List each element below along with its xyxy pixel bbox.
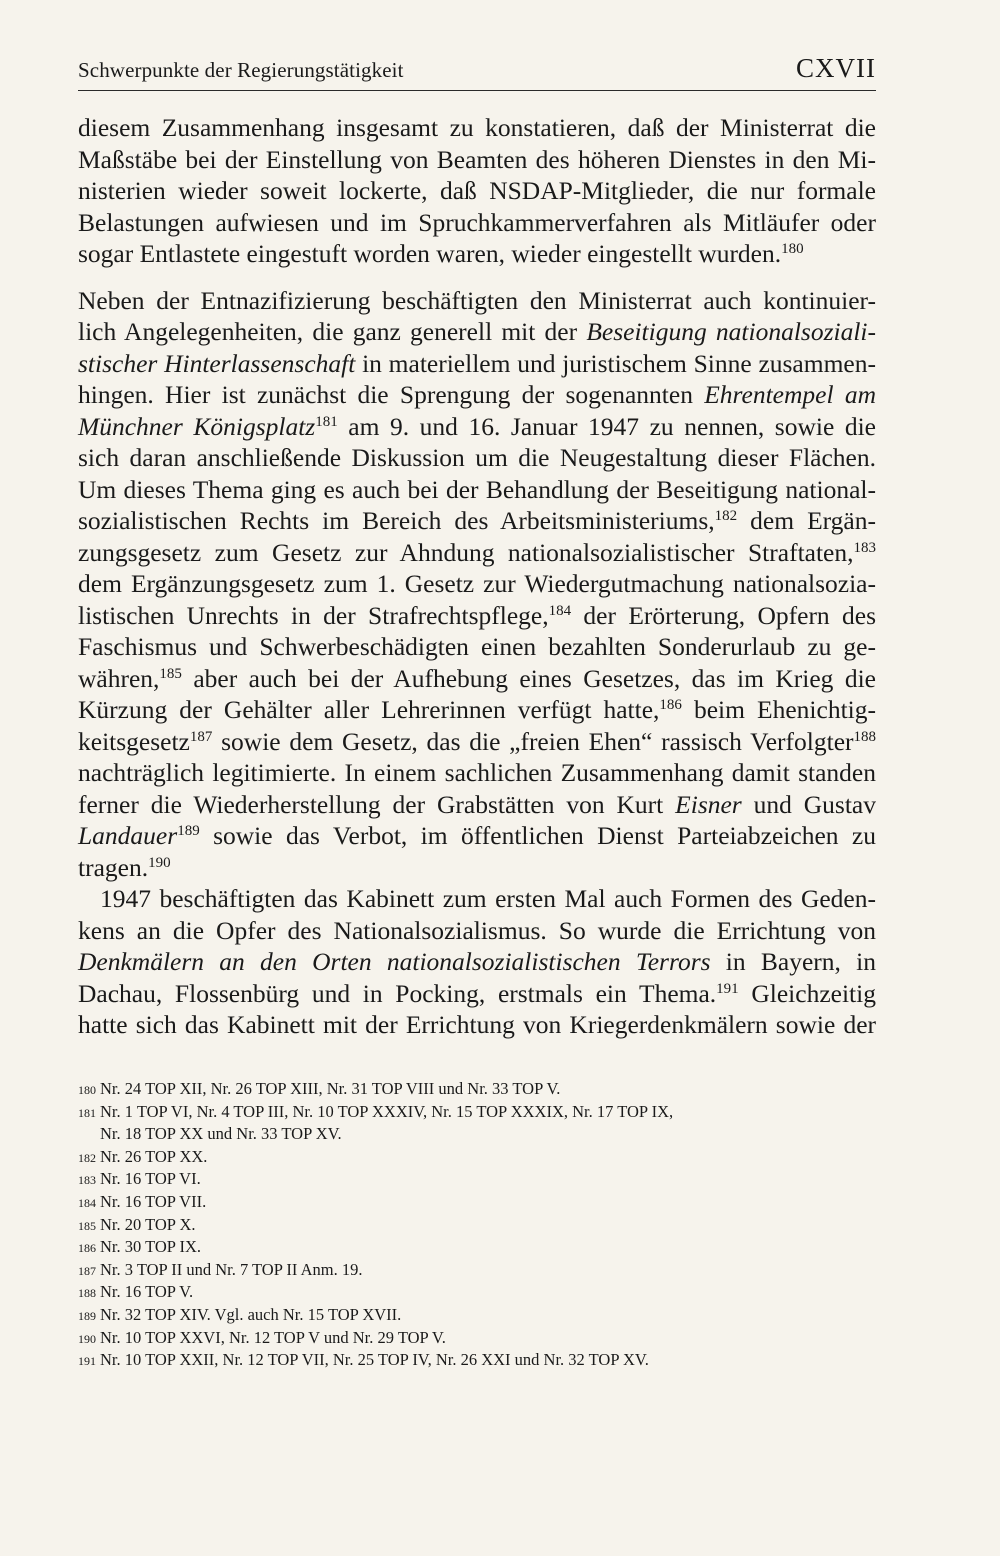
footnote-ref: 187 xyxy=(189,728,213,745)
text-line: hatte sich das Kabinett mit der Errichtung von Kriegerdenkmälern sowie der xyxy=(78,1010,876,1039)
footnote-text: Nr. 3 TOP II und Nr. 7 TOP II Anm. 19. xyxy=(100,1259,363,1279)
footnote-number: 189 xyxy=(78,1308,96,1323)
footnote-text: Nr. 24 TOP XII, Nr. 26 TOP XIII, Nr. 31 TOP VIII und Nr. 33 TOP V. xyxy=(100,1079,561,1098)
footnote-number: 185 xyxy=(78,1218,96,1233)
paragraph-3 xyxy=(78,883,876,1041)
footnote-ref: 182 xyxy=(714,508,738,524)
footnote-text: Nr. 10 TOP XXII, Nr. 12 TOP VII, Nr. 25 TOP IV, Nr. 26 XXI und Nr. 32 TOP XV. xyxy=(100,1350,649,1370)
text-line: sozialistischen Rechts im Bereich des Arbeitsministeriums,$^{182}$ dem Ergän- xyxy=(78,506,876,535)
text-line: dem Ergänzungsgesetz zum 1. Gesetz zur Wiedergutmachung nationalsozia- xyxy=(78,569,876,598)
text-line: nachträglich legitimierte. In einem sachlichen Zusammenhang damit standen xyxy=(78,758,876,787)
footnote-number: 191 xyxy=(78,1354,96,1369)
running-title: Schwerpunkte der Regierungstätigkeit xyxy=(78,58,404,82)
footnote-number: 190 xyxy=(78,1331,96,1346)
footnote-text: Nr. 10 TOP XXVI, Nr. 12 TOP V und Nr. 29 TOP V. xyxy=(100,1327,446,1347)
text-line: Um dieses Thema ging es auch bei der Behandlung der Beseitigung national- xyxy=(78,474,876,504)
text-line: Belastungen aufwiesen und im Spruchkammerverfahren als Mitläufer oder xyxy=(78,207,876,237)
text-line: Dachau, Flossenbürg und in Pocking, erstmals ein Thema.$^{191}$ Gleichzeitig xyxy=(78,978,876,1008)
text-line: Maßstäbe bei der Einstellung von Beamten des höheren Dienstes in den Mi- xyxy=(78,144,876,174)
text-line: Landauer$^{189}$ sowie das Verbot, im öffentlichen Dienst Parteiabzeichen zu xyxy=(78,821,876,850)
footnote-number: 182 xyxy=(78,1150,96,1165)
footnote xyxy=(78,1236,898,1259)
footnote xyxy=(78,1259,898,1282)
text-line: Denkmälern an den Orten nationalsozialistischen Terrors in Bayern, in xyxy=(78,947,876,976)
text-line: hingen. Hier ist zunächst die Sprengung der sogenannten Ehrentempel am xyxy=(78,380,876,409)
text-line: 1947 beschäftigten das Kabinett zum ersten Mal auch Formen des Geden- xyxy=(100,884,876,913)
text-line: sich daran anschließende Diskussion um die Neugestaltung dieser Flächen. xyxy=(78,443,876,472)
footnote-ref: 189 xyxy=(177,823,200,839)
footnote-number: 188 xyxy=(78,1286,96,1301)
body-text xyxy=(78,112,876,1041)
footnote-number: 183 xyxy=(78,1173,96,1188)
text-line: kens an die Opfer des Nationalsozialismus. So wurde die Errichtung von xyxy=(78,915,876,945)
text-line: sogar Entlastete eingestuft worden waren, wieder eingestellt wurden.$^{180}$ xyxy=(78,239,804,268)
text-line: keitsgesetz$^{187}$ sowie dem Gesetz, das die „freien Ehen“ rassisch Verfolgter$^{188}$ xyxy=(78,726,876,756)
footnote-ref: 188 xyxy=(853,728,876,745)
text-line: währen,$^{185}$ aber auch bei der Aufhebung eines Gesetzes, das im Krieg die xyxy=(78,663,876,693)
footnote-number: 187 xyxy=(78,1263,96,1278)
footnote-ref: 184 xyxy=(548,602,572,619)
footnotes xyxy=(78,1078,898,1372)
footnote-text: Nr. 20 TOP X. xyxy=(100,1214,196,1234)
footnote-ref: 183 xyxy=(853,539,876,556)
footnote xyxy=(78,1281,898,1304)
footnote-text: Nr. 16 TOP VII. xyxy=(100,1191,207,1211)
footnote xyxy=(78,1101,898,1124)
text-line: tragen.$^{190}$ xyxy=(78,852,171,882)
footnote-text: Nr. 30 TOP IX. xyxy=(100,1237,201,1257)
footnote-ref: 186 xyxy=(659,697,682,713)
page-number: CXVII xyxy=(796,53,876,83)
text-line: zungsgesetz zum Gesetz zur Ahndung nationalsozialistischer Straftaten,$^{183}$ xyxy=(78,537,876,567)
text-line: diesem Zusammenhang insgesamt zu konstatieren, daß der Ministerrat die xyxy=(78,113,876,142)
text-line: nisterien wieder soweit lockerte, daß NSDAP-Mitglieder, die nur formale xyxy=(78,176,876,205)
text-line: listischen Unrechts in der Strafrechtspflege,$^{184}$ der Erörterung, Opfern des xyxy=(78,600,876,630)
footnote-text: Nr. 1 TOP VI, Nr. 4 TOP III, Nr. 10 TOP XXXIV, Nr. 15 TOP XXXIX, Nr. 17 TOP IX, xyxy=(100,1101,674,1121)
text-line: Münchner Königsplatz$^{181}$ am 9. und 16. Januar 1947 zu nennen, sowie die xyxy=(78,411,876,441)
footnote-text: Nr. 32 TOP XIV. Vgl. auch Nr. 15 TOP XVII. xyxy=(100,1304,402,1324)
footnote xyxy=(78,1327,898,1350)
footnote-number: 184 xyxy=(78,1195,96,1210)
footnote xyxy=(78,1214,898,1237)
text-line: ferner die Wiederherstellung der Grabstätten von Kurt Eisner und Gustav xyxy=(78,789,876,819)
text-line: Faschismus und Schwerbeschädigten einen bezahlten Sonderurlaub zu ge- xyxy=(78,632,876,661)
footnote xyxy=(78,1078,898,1101)
footnote-number: 181 xyxy=(78,1105,96,1120)
footnote xyxy=(78,1191,898,1214)
footnote xyxy=(78,1349,898,1372)
footnote xyxy=(78,1168,898,1191)
text-line: lich Angelegenheiten, die ganz generell mit der Beseitigung nationalsoziali- xyxy=(78,317,876,346)
footnote-ref: 180 xyxy=(781,241,804,257)
running-header xyxy=(78,52,876,91)
footnote-text: Nr. 16 TOP VI. xyxy=(100,1169,201,1189)
text-line: stischer Hinterlassenschaft in materiellem und juristischem Sinne zusammen- xyxy=(78,348,876,378)
text-line: Kürzung der Gehälter aller Lehrerinnen verfügt hatte,$^{186}$ beim Ehenichtig- xyxy=(78,695,876,724)
footnote xyxy=(78,1146,898,1169)
footnote-number: 180 xyxy=(78,1083,96,1097)
paragraph-1 xyxy=(78,112,876,270)
text-line: Neben der Entnazifizierung beschäftigten den Ministerrat auch kontinuier- xyxy=(78,285,876,315)
footnote-text: Nr. 26 TOP XX. xyxy=(100,1146,208,1166)
footnote-continuation: Nr. 18 TOP XX und Nr. 33 TOP XV. xyxy=(100,1124,342,1144)
footnote-text: Nr. 16 TOP V. xyxy=(100,1282,194,1302)
footnote-number: 186 xyxy=(78,1241,96,1256)
footnote-ref: 181 xyxy=(315,413,338,430)
footnote-ref: 190 xyxy=(148,854,171,871)
footnote-ref: 185 xyxy=(159,665,182,682)
footnote-ref: 191 xyxy=(716,980,739,997)
paragraph-2 xyxy=(78,285,876,884)
footnote xyxy=(78,1304,898,1327)
